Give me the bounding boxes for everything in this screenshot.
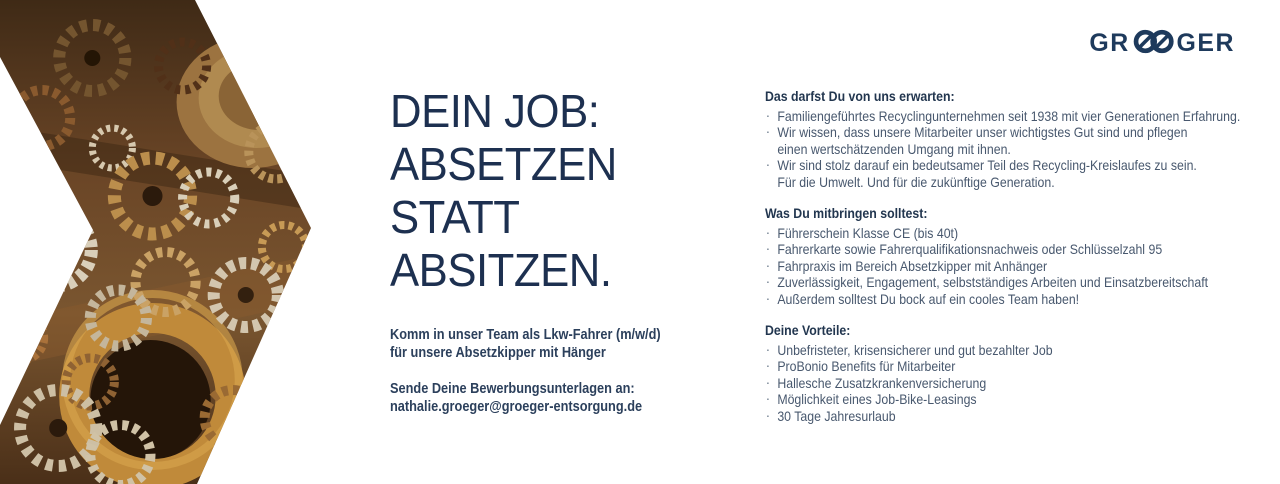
apply-label: Sende Deine Bewerbungsunterlagen an: [390,381,635,397]
bullet-dot-icon: · [765,123,770,140]
list-item-text: Unbefristeter, krisensicherer und gut bezahlter Job [777,342,1053,359]
company-logo [1081,28,1245,56]
bullet-list [765,342,1258,424]
logo-text-ger: GER [1176,28,1236,56]
list-item [765,408,1258,424]
intro-team-text: Komm in unser Team als Lkw-Fahrer (m/w/d) für unsere Absetzkipper mit Hänger [390,327,661,361]
list-item-text: 30 Tage Jahresurlaub [777,407,896,424]
list-item-text: Hallesche Zusatzkrankenversicherung [777,374,987,391]
bullet-dot-icon: · [765,373,770,390]
bullet-dot-icon: · [765,273,770,290]
list-item [765,124,1258,157]
list-item [765,258,1258,274]
scrap-metal-photo-chevron [0,0,312,484]
bullet-dot-icon: · [765,406,770,423]
section-requirements [765,205,1258,307]
list-item [765,391,1258,407]
section-heading: Deine Vorteile: [765,322,851,339]
headline: DEIN JOB: ABSETZEN STATT ABSITZEN. [390,85,617,296]
list-item-text: Führerschein Klasse CE (bis 40t) [777,225,959,242]
section-heading: Was Du mitbringen solltest: [765,205,928,222]
list-item-text: Fahrerkarte sowie Fahrerqualifikationsnachweis oder Schlüsselzahl 95 [777,241,1163,258]
bullet-dot-icon: · [765,240,770,257]
details-column [765,88,1258,424]
section-benefits [765,322,1258,424]
bullet-dot-icon: · [765,107,770,123]
list-item [765,342,1258,358]
bullet-dot-icon: · [765,256,770,273]
bullet-list [765,108,1258,190]
intro-block [390,326,661,416]
groeger-logo-icon [1081,28,1245,56]
list-item [765,225,1258,241]
list-item-text: Wir sind stolz darauf ein bedeutsamer Teil des Recycling-Kreislaufes zu sein. Für die Umwelt. Und für die zukünftige Generation. [777,157,1197,190]
logo-double-o-gears [1136,32,1171,51]
bullet-dot-icon: · [765,357,770,374]
list-item-text: Außerdem solltest Du bock auf ein cooles Team haben! [777,290,1080,307]
intro-apply-block [390,380,661,416]
list-item-text: Fahrpraxis im Bereich Absetzkipper mit Anhänger [777,257,1048,274]
section-heading: Das darfst Du von uns erwarten: [765,88,955,104]
list-item-text: Zuverlässigkeit, Engagement, selbstständiges Arbeiten und Einsatzbereitschaft [777,274,1209,291]
list-item [765,375,1258,391]
list-item [765,157,1258,190]
bullet-dot-icon: · [765,341,770,358]
bullet-dot-icon: · [765,289,770,306]
list-item-text: Möglichkeit eines Job-Bike-Leasings [777,391,977,408]
list-item [765,241,1258,257]
bullet-list [765,225,1258,307]
list-item-text: Wir wissen, dass unsere Mitarbeiter unser wichtigstes Gut sind und pflegen einen wertschätzenden Umgang mit ihnen. [777,124,1188,157]
list-item-text: Familiengeführtes Recyclingunternehmen seit 1938 mit vier Generationen Erfahrung. [777,108,1241,124]
bullet-dot-icon: · [765,224,770,241]
application-email[interactable]: nathalie.groeger@groeger-entsorgung.de [390,399,643,415]
list-item [765,274,1258,290]
logo-text-gr: GR [1089,28,1130,56]
list-item [765,291,1258,307]
list-item [765,108,1258,124]
section-expectations [765,88,1258,190]
list-item [765,358,1258,374]
list-item-text: ProBonio Benefits für Mitarbeiter [777,358,956,375]
scrap-metal-illustration [0,0,312,484]
bullet-dot-icon: · [765,390,770,407]
bullet-dot-icon: · [765,156,770,173]
